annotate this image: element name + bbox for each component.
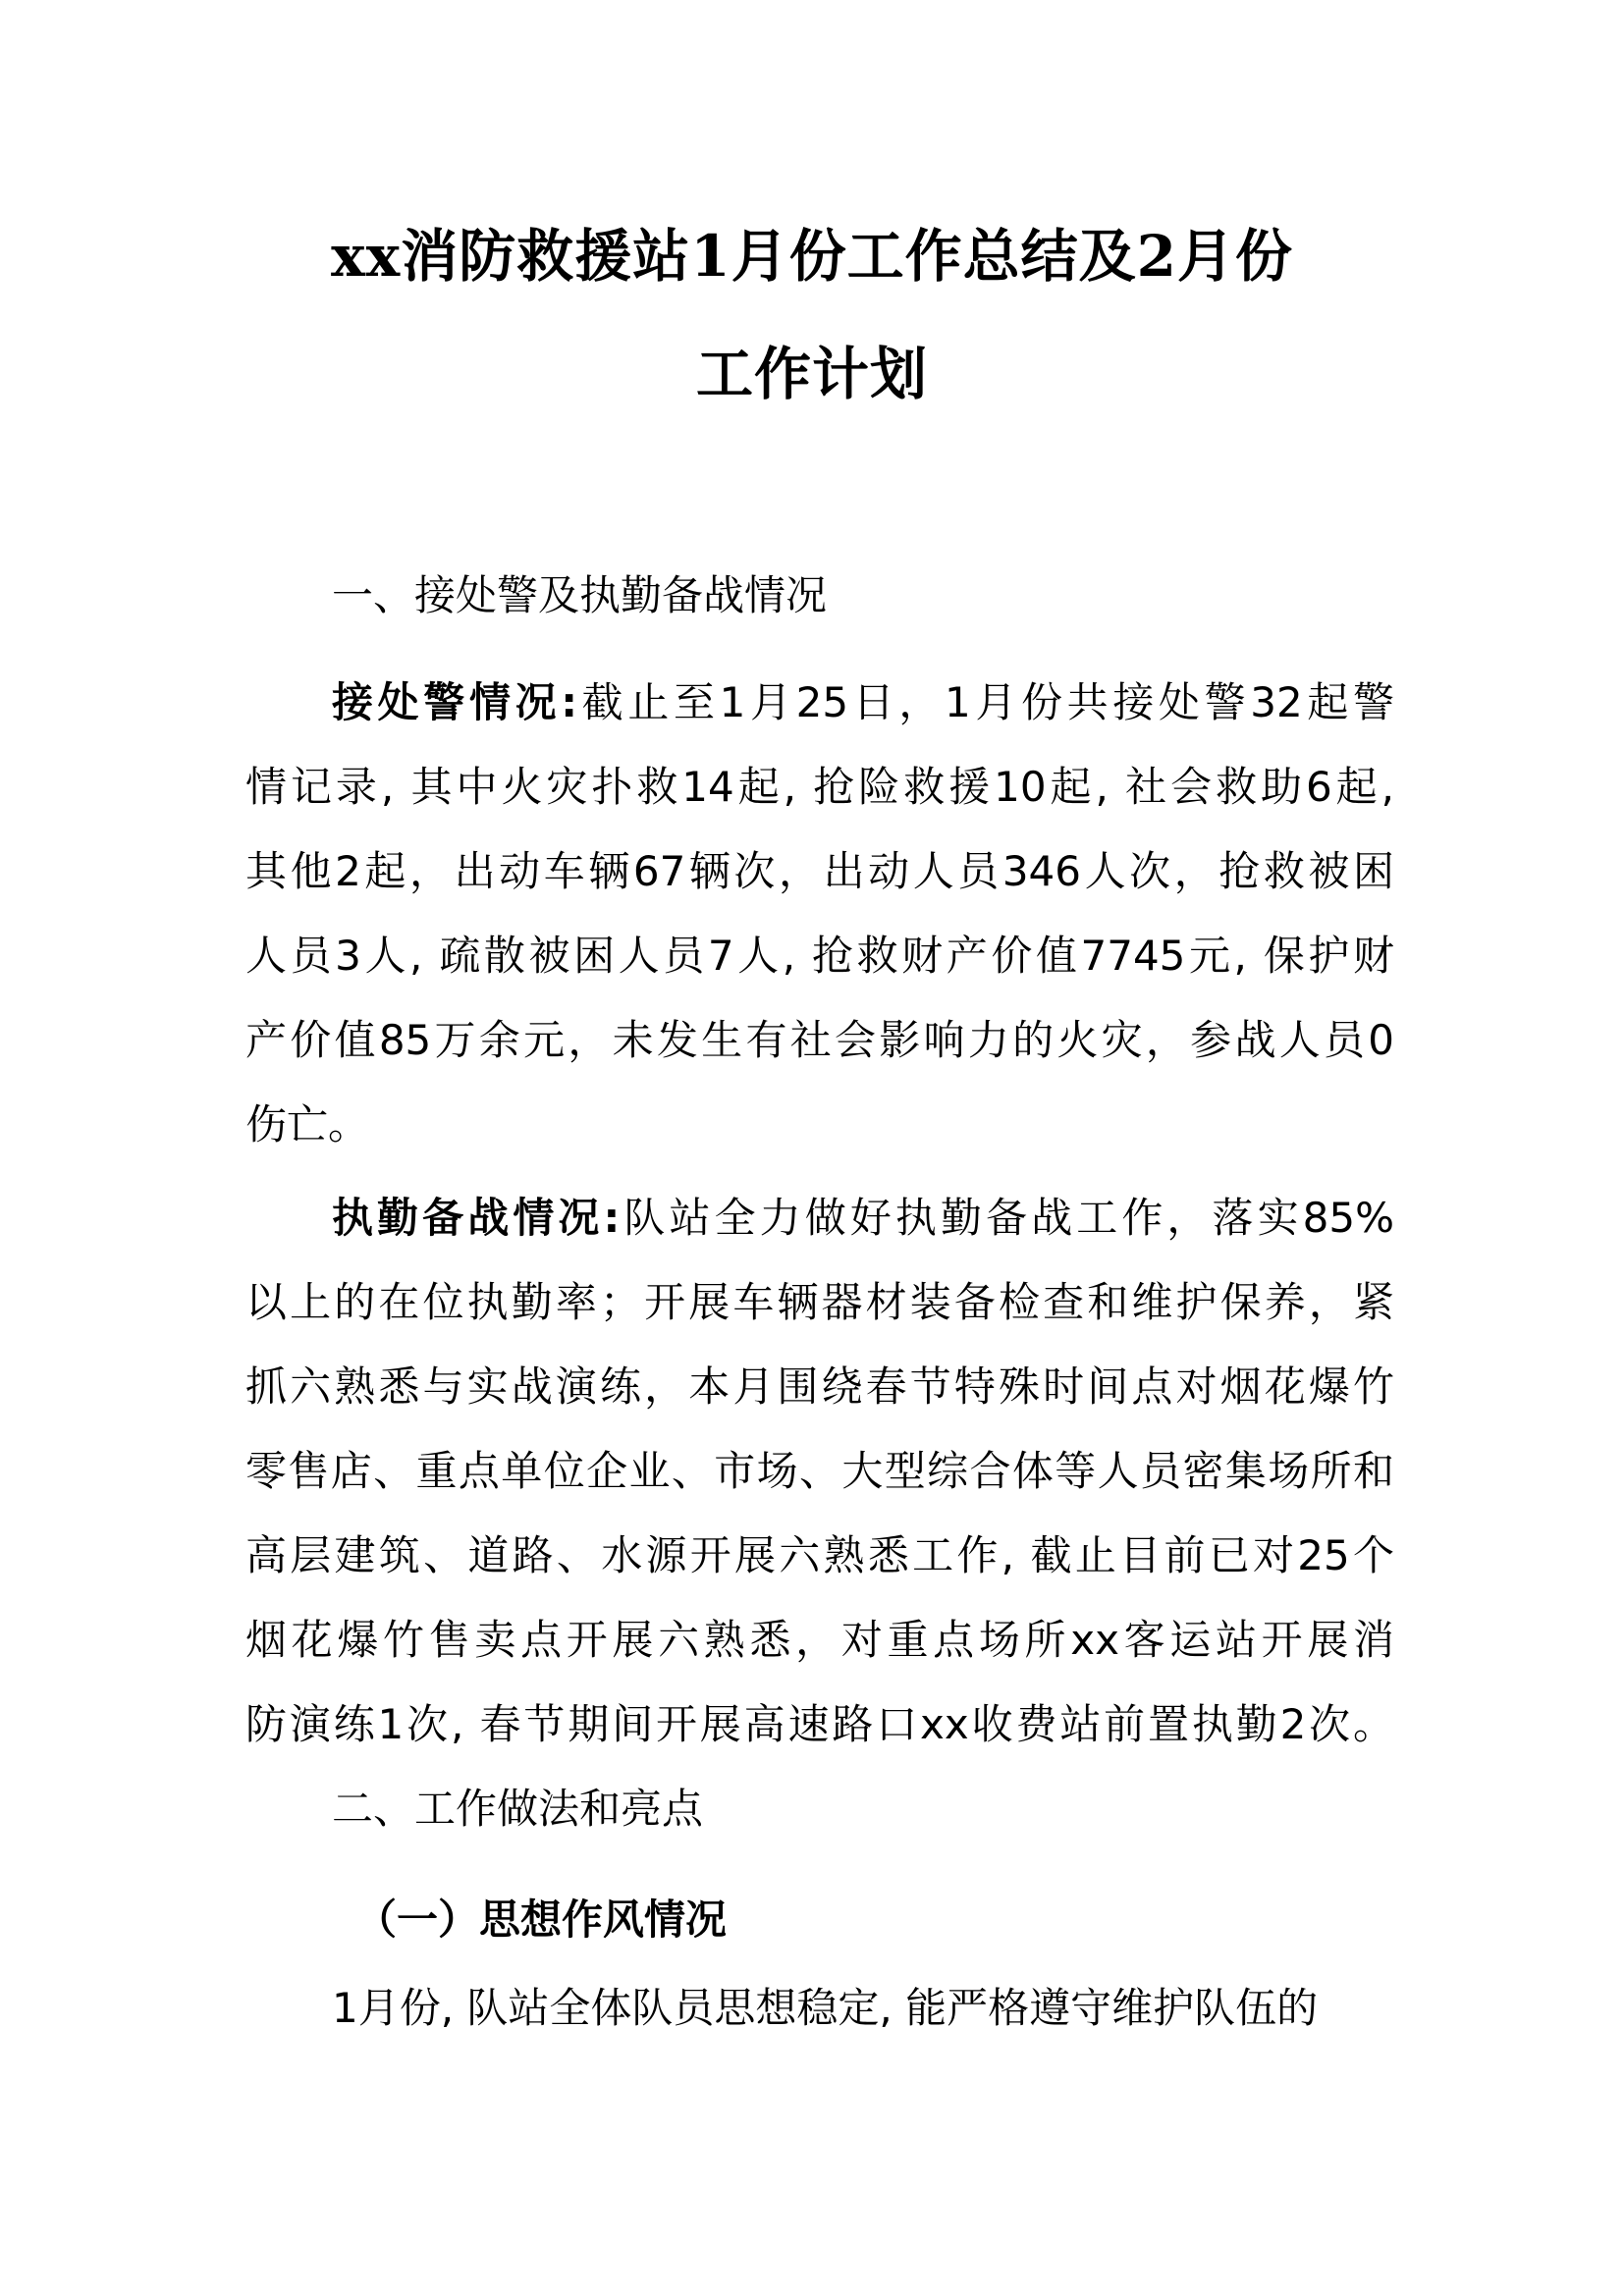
subsection-1-paragraph-line-1: 1月份, 队站全体队员思想稳定, 能严格遵守维护队伍的 bbox=[332, 1984, 1319, 2032]
duty-paragraph-line-6: 烟花爆竹售卖点开展六熟悉，对重点场所xx客运站开展消 bbox=[245, 1616, 1394, 1664]
document-title-line-1: xx消防救援站1月份工作总结及2月份 bbox=[331, 223, 1293, 290]
section-1-heading: 一、接处警及执勤备战情况 bbox=[332, 571, 828, 619]
duty-paragraph-line-1 bbox=[332, 1194, 1395, 1242]
alarm-paragraph-line-5: 产价值85万余元，未发生有社会影响力的火灾，参战人员0 bbox=[245, 1016, 1394, 1064]
section-2-heading: 二、工作做法和亮点 bbox=[332, 1785, 704, 1833]
duty-paragraph-line-5: 高层建筑、道路、水源开展六熟悉工作, 截止目前已对25个 bbox=[245, 1531, 1394, 1579]
duty-paragraph-line-2: 以上的在位执勤率；开展车辆器材装备检查和维护保养，紧 bbox=[245, 1278, 1394, 1326]
alarm-paragraph-line-1 bbox=[332, 678, 1394, 726]
subsection-1-heading: （一）思想作风情况 bbox=[355, 1896, 728, 1944]
duty-paragraph-line-4: 零售店、重点单位企业、市场、大型综合体等人员密集场所和 bbox=[245, 1447, 1394, 1495]
duty-paragraph-line-3: 抓六熟悉与实战演练，本月围绕春节特殊时间点对烟花爆竹 bbox=[245, 1362, 1394, 1411]
document-title-line-2: 工作计划 bbox=[695, 341, 928, 407]
alarm-paragraph-line-3: 其他2起，出动车辆67辆次，出动人员346人次，抢救被困 bbox=[245, 847, 1394, 895]
alarm-paragraph-line-2: 情记录, 其中火灾扑救14起, 抢险救援10起, 社会救助6起, bbox=[245, 763, 1394, 811]
alarm-label: 接处警情况: bbox=[332, 678, 578, 726]
alarm-paragraph-line-6: 伤亡。 bbox=[245, 1100, 370, 1148]
duty-text: 队站全力做好执勤备战工作，落实85% bbox=[620, 1194, 1395, 1242]
alarm-text: 截止至1月25日，1月份共接处警32起警 bbox=[577, 678, 1394, 726]
alarm-paragraph-line-4: 人员3人, 疏散被困人员7人, 抢救财产价值7745元, 保护财 bbox=[245, 932, 1394, 980]
duty-label: 执勤备战情况: bbox=[332, 1194, 621, 1242]
duty-paragraph-line-7: 防演练1次, 春节期间开展高速路口xx收费站前置执勤2次。 bbox=[245, 1700, 1394, 1748]
